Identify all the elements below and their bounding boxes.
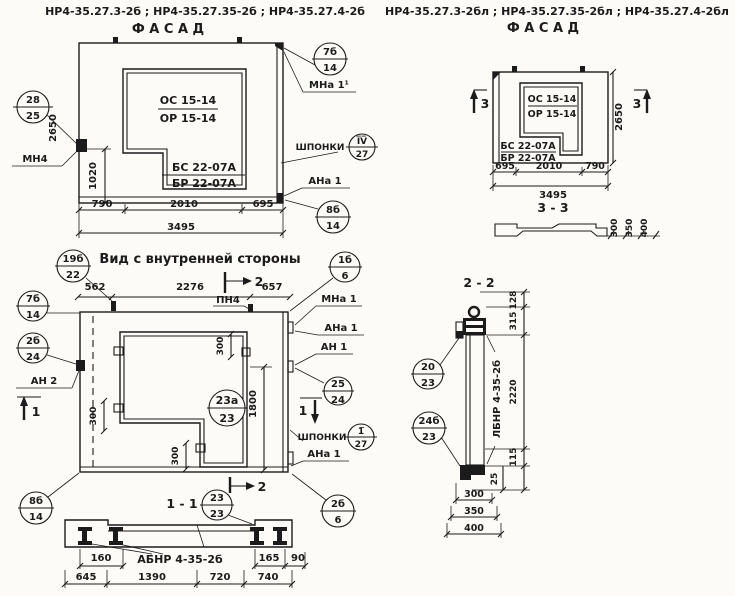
dim-790: 790 <box>585 161 605 172</box>
dim-720: 720 <box>209 572 231 583</box>
svg-text:ПН4: ПН4 <box>216 295 240 306</box>
svg-text:19б: 19б <box>62 254 84 265</box>
svg-text:2: 2 <box>257 479 267 494</box>
facade-right-bottom-dims <box>490 161 611 201</box>
balloon-8b-14-inner <box>18 473 79 524</box>
svg-text:АНа 1: АНа 1 <box>324 323 358 334</box>
left-view-title: Ф А С А Д <box>131 22 205 37</box>
svg-text:I̅V̅: I̅V̅ <box>356 137 368 147</box>
svg-text:8б: 8б <box>326 205 340 216</box>
dim-25: 25 <box>490 472 500 486</box>
svg-text:14: 14 <box>29 512 43 523</box>
cut-3-right <box>633 89 651 113</box>
panel-body <box>466 335 484 465</box>
svg-text:ШПОНКИ: ШПОНКИ <box>295 143 345 153</box>
key-notch <box>288 322 293 333</box>
svg-text:1б: 1б <box>338 255 352 266</box>
balloon-20-23 <box>411 338 459 389</box>
dim-695: 695 <box>252 199 274 210</box>
svg-text:2650: 2650 <box>614 103 625 131</box>
svg-text:8б: 8б <box>29 496 43 507</box>
cut-2-bottom <box>230 477 266 494</box>
svg-text:24б: 24б <box>418 416 440 427</box>
svg-text:1̅: 1̅ <box>357 427 365 437</box>
svg-text:ЛБНР 4-35-2б: ЛБНР 4-35-2б <box>492 359 503 439</box>
svg-text:1020: 1020 <box>88 162 99 190</box>
svg-text:24: 24 <box>26 352 40 363</box>
svg-text:МНа 1: МНа 1 <box>321 294 357 305</box>
dim-350: 350 <box>625 218 635 238</box>
svg-text:2б: 2б <box>26 336 40 347</box>
section-2-2-bottom-dims <box>444 483 504 538</box>
mark-bs: БС 22-07А <box>172 161 236 174</box>
svg-text:27: 27 <box>354 440 368 450</box>
label-an2 <box>16 368 80 388</box>
inner-view-drawing <box>16 250 377 527</box>
dim-2650: 2650 <box>48 114 59 142</box>
svg-text:3: 3 <box>632 96 642 111</box>
key-notch <box>288 361 293 372</box>
svg-text:25: 25 <box>331 379 345 390</box>
svg-text:7б: 7б <box>26 294 40 305</box>
balloon-24b-23 <box>411 412 460 466</box>
dim-695: 695 <box>495 161 515 172</box>
svg-text:23: 23 <box>210 509 224 520</box>
svg-text:3: 3 <box>480 96 490 111</box>
svg-text:АН 1: АН 1 <box>320 342 348 353</box>
lifting-loop <box>580 66 585 72</box>
dim-300-top-right <box>216 331 234 360</box>
inner-view-title: Вид с внутренней стороны <box>99 252 301 267</box>
dim-90: 90 <box>291 553 305 564</box>
svg-text:23: 23 <box>219 412 235 425</box>
section-3-3-profile <box>495 219 660 239</box>
mark-br: БР 22-07А <box>500 153 556 164</box>
dim-400: 400 <box>640 218 650 238</box>
balloon-23a-23 <box>207 390 247 426</box>
svg-text:1800: 1800 <box>248 390 259 418</box>
label-shponki-keys <box>281 134 378 163</box>
svg-text:27: 27 <box>355 150 369 160</box>
dim-165: 165 <box>258 553 280 564</box>
mark-or: ОР 15-14 <box>159 112 217 125</box>
dim-115: 115 <box>509 447 519 467</box>
dim-645: 645 <box>75 572 97 583</box>
svg-text:23а: 23а <box>215 394 239 407</box>
corner-anchor <box>275 43 283 51</box>
cut-3-left <box>470 89 489 113</box>
dim-350: 350 <box>464 506 484 517</box>
label-ana1-right <box>295 323 364 335</box>
svg-text:24: 24 <box>331 395 345 406</box>
svg-text:14: 14 <box>26 310 40 321</box>
svg-text:1: 1 <box>31 404 41 419</box>
dim-2276: 2276 <box>176 282 204 293</box>
i-beam-profiles <box>78 527 287 545</box>
section-2-2-title: 2 - 2 <box>463 275 495 290</box>
label-mna1 <box>295 294 362 325</box>
facade-left-bottom-dims <box>76 199 286 238</box>
cut-2-top <box>225 272 263 293</box>
bottom-detail <box>460 465 485 480</box>
svg-text:25: 25 <box>26 111 40 122</box>
dim-2650-right <box>610 69 625 166</box>
dim-3495: 3495 <box>539 190 567 201</box>
dim-3495: 3495 <box>167 222 195 233</box>
lifting-loop <box>512 66 517 72</box>
svg-text:ШПОНКИ: ШПОНКИ <box>297 433 347 443</box>
balloon-7b-14-inner <box>16 291 80 321</box>
svg-text:23: 23 <box>421 378 435 389</box>
label-lbnr <box>487 336 503 464</box>
dim-160: 160 <box>90 553 112 564</box>
mark-bs: БС 22-07А <box>500 141 556 152</box>
dim-2220: 2220 <box>509 379 519 405</box>
dim-300-left <box>89 398 107 434</box>
svg-text:300: 300 <box>171 446 181 466</box>
embed-an2 <box>76 360 85 371</box>
svg-text:300: 300 <box>216 336 226 356</box>
right-models-title: НР4-35.27.3-2бл ; НР4-35.27.35-2бл ; НР4-35.27.4-2бл <box>385 5 729 18</box>
right-view-title: Ф А С А Д <box>506 21 580 36</box>
svg-text:23: 23 <box>210 493 224 504</box>
dim-300: 300 <box>464 489 484 500</box>
balloon-28-25 <box>13 91 77 144</box>
dim-562: 562 <box>84 282 106 293</box>
dim-315: 315 <box>509 311 519 331</box>
label-ana1-bottom <box>291 449 349 466</box>
dim-2010: 2010 <box>170 199 198 210</box>
svg-text:АН 2: АН 2 <box>30 376 58 387</box>
left-models-title: НР4-35.27.3-2б ; НР4-35.27.35-2б ; НР4-35.27.4-2б <box>45 5 365 18</box>
svg-text:АБНР 4-35-2б: АБНР 4-35-2б <box>137 553 223 566</box>
balloon-7b-14 <box>284 43 348 75</box>
balloon-23-23 <box>200 490 252 524</box>
dim-128: 128 <box>509 290 519 310</box>
dim-1800 <box>248 364 272 473</box>
facade-right-drawing <box>470 66 660 239</box>
mark-os: ОС 15-14 <box>527 94 577 105</box>
svg-text:1: 1 <box>298 403 308 418</box>
section-3-3-title: 3 - 3 <box>537 200 569 215</box>
balloon-2b-24 <box>16 333 76 364</box>
svg-text:20: 20 <box>421 362 435 373</box>
svg-text:6: 6 <box>341 271 349 282</box>
section-1-1-title: 1 - 1 <box>166 496 198 511</box>
label-an1 <box>295 342 353 365</box>
edge-anchor <box>277 193 283 203</box>
section-1-1-drawing <box>62 490 308 588</box>
svg-text:22: 22 <box>66 270 80 281</box>
mark-os: ОС 15-14 <box>159 94 217 107</box>
svg-text:6: 6 <box>334 515 342 526</box>
dim-1390: 1390 <box>138 572 166 583</box>
svg-text:2: 2 <box>254 274 264 289</box>
facade-left-drawing <box>12 37 378 238</box>
svg-text:23: 23 <box>422 432 436 443</box>
svg-text:14: 14 <box>326 221 340 232</box>
svg-text:300: 300 <box>89 406 99 426</box>
svg-text:2б: 2б <box>331 499 345 510</box>
balloon-25-24 <box>295 368 354 406</box>
key-notch <box>288 452 293 464</box>
section-2-2-drawing <box>411 275 530 538</box>
dim-300: 300 <box>610 218 620 238</box>
dim-657: 657 <box>261 282 283 293</box>
svg-text:МНа 1¹: МНа 1¹ <box>309 80 349 91</box>
dim-740: 740 <box>257 572 279 583</box>
svg-text:АНа 1: АНа 1 <box>308 176 342 187</box>
balloon-8b-14 <box>285 200 351 233</box>
label-ana1 <box>284 176 350 196</box>
cut-1-right <box>299 398 322 424</box>
balloon-2b-6 <box>292 474 356 527</box>
dim-790: 790 <box>91 199 113 210</box>
cut-1-left <box>17 396 41 420</box>
svg-text:АНа 1: АНа 1 <box>307 449 341 460</box>
svg-text:28: 28 <box>26 95 40 106</box>
label-mn4 <box>12 150 78 166</box>
label-shponki-inner <box>290 424 377 450</box>
dim-2010: 2010 <box>535 161 563 172</box>
mark-br: БР 22-07А <box>172 177 236 190</box>
mark-or: ОР 15-14 <box>527 109 577 120</box>
lifting-loop <box>237 37 242 43</box>
dim-400: 400 <box>464 523 484 534</box>
svg-text:7б: 7б <box>323 47 337 58</box>
lifting-loop <box>469 307 479 317</box>
svg-text:14: 14 <box>323 63 337 74</box>
svg-text:МН4: МН4 <box>22 154 48 165</box>
lifting-loop <box>113 37 118 43</box>
